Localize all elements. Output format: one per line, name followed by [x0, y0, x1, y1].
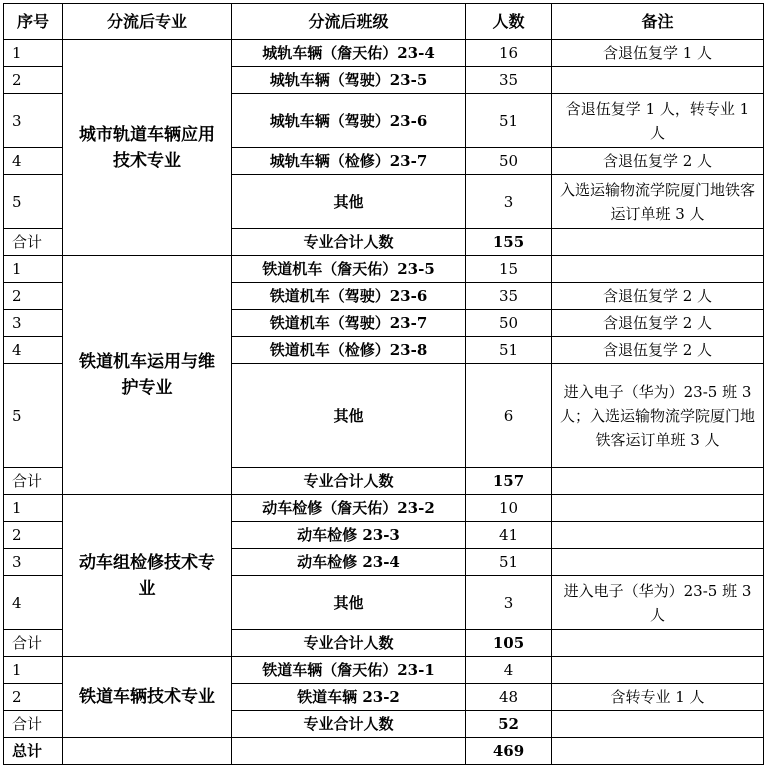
subtotal-count: 155 [466, 229, 552, 256]
row-index: 2 [4, 283, 63, 310]
table-row [4, 256, 764, 283]
total-remark-empty [552, 738, 764, 765]
class-distribution-table [3, 3, 764, 765]
student-count: 51 [466, 337, 552, 364]
subtotal-text: 专业合计人数 [232, 229, 466, 256]
student-count: 3 [466, 175, 552, 229]
remark [552, 657, 764, 684]
subtotal-remark [552, 630, 764, 657]
student-count: 16 [466, 40, 552, 67]
subtotal-count: 157 [466, 468, 552, 495]
remark [552, 522, 764, 549]
total-row [4, 738, 764, 765]
subtotal-label: 合计 [4, 229, 63, 256]
remark [552, 256, 764, 283]
student-count: 50 [466, 310, 552, 337]
student-count: 48 [466, 684, 552, 711]
class-name: 铁道车辆（詹天佑）23-1 [232, 657, 466, 684]
subtotal-label: 合计 [4, 468, 63, 495]
student-count: 15 [466, 256, 552, 283]
remark: 含转专业 1 人 [552, 684, 764, 711]
major-name: 动车组检修技术专业 [63, 495, 232, 657]
student-count: 3 [466, 576, 552, 630]
row-index: 5 [4, 175, 63, 229]
class-name: 铁道机车（检修）23-8 [232, 337, 466, 364]
row-index: 2 [4, 684, 63, 711]
row-index: 2 [4, 67, 63, 94]
remark: 含退伍复学 1 人，转专业 1 人 [552, 94, 764, 148]
total-major-empty [63, 738, 232, 765]
class-name: 城轨车辆（检修）23-7 [232, 148, 466, 175]
student-count: 35 [466, 283, 552, 310]
subtotal-count: 105 [466, 630, 552, 657]
class-name: 城轨车辆（驾驶）23-5 [232, 67, 466, 94]
remark: 进入电子（华为）23-5 班 3 人；入选运输物流学院厦门地铁客运订单班 3 人 [552, 364, 764, 468]
student-count: 51 [466, 94, 552, 148]
class-name: 动车检修 23-4 [232, 549, 466, 576]
header-note: 备注 [552, 4, 764, 40]
total-label: 总计 [4, 738, 63, 765]
class-name: 铁道机车（詹天佑）23-5 [232, 256, 466, 283]
remark: 含退伍复学 2 人 [552, 310, 764, 337]
student-count: 6 [466, 364, 552, 468]
class-name: 铁道车辆 23-2 [232, 684, 466, 711]
remark: 进入电子（华为）23-5 班 3 人 [552, 576, 764, 630]
student-count: 4 [466, 657, 552, 684]
row-index: 2 [4, 522, 63, 549]
class-name: 其他 [232, 364, 466, 468]
row-index: 3 [4, 94, 63, 148]
header-class: 分流后班级 [232, 4, 466, 40]
major-name: 铁道机车运用与维护专业 [63, 256, 232, 495]
class-name: 铁道机车（驾驶）23-7 [232, 310, 466, 337]
subtotal-remark [552, 711, 764, 738]
header-major: 分流后专业 [63, 4, 232, 40]
row-index: 4 [4, 576, 63, 630]
class-name: 城轨车辆（驾驶）23-6 [232, 94, 466, 148]
header-index: 序号 [4, 4, 63, 40]
total-class-empty [232, 738, 466, 765]
remark [552, 495, 764, 522]
subtotal-count: 52 [466, 711, 552, 738]
remark: 含退伍复学 1 人 [552, 40, 764, 67]
remark: 含退伍复学 2 人 [552, 283, 764, 310]
table-row [4, 495, 764, 522]
table-row [4, 657, 764, 684]
row-index: 1 [4, 495, 63, 522]
major-name: 城市轨道车辆应用技术专业 [63, 40, 232, 256]
student-count: 41 [466, 522, 552, 549]
remark [552, 67, 764, 94]
row-index: 4 [4, 148, 63, 175]
class-name: 动车检修（詹天佑）23-2 [232, 495, 466, 522]
subtotal-text: 专业合计人数 [232, 468, 466, 495]
row-index: 3 [4, 310, 63, 337]
student-count: 51 [466, 549, 552, 576]
subtotal-label: 合计 [4, 711, 63, 738]
header-count: 人数 [466, 4, 552, 40]
class-name: 城轨车辆（詹天佑）23-4 [232, 40, 466, 67]
row-index: 4 [4, 337, 63, 364]
subtotal-remark [552, 229, 764, 256]
remark [552, 549, 764, 576]
header-row [4, 4, 764, 40]
remark: 含退伍复学 2 人 [552, 148, 764, 175]
subtotal-text: 专业合计人数 [232, 630, 466, 657]
subtotal-text: 专业合计人数 [232, 711, 466, 738]
row-index: 5 [4, 364, 63, 468]
row-index: 3 [4, 549, 63, 576]
class-name: 其他 [232, 175, 466, 229]
class-name: 其他 [232, 576, 466, 630]
row-index: 1 [4, 40, 63, 67]
student-count: 35 [466, 67, 552, 94]
table-row [4, 40, 764, 67]
remark: 入选运输物流学院厦门地铁客运订单班 3 人 [552, 175, 764, 229]
subtotal-label: 合计 [4, 630, 63, 657]
total-count: 469 [466, 738, 552, 765]
remark: 含退伍复学 2 人 [552, 337, 764, 364]
row-index: 1 [4, 256, 63, 283]
class-name: 动车检修 23-3 [232, 522, 466, 549]
row-index: 1 [4, 657, 63, 684]
student-count: 50 [466, 148, 552, 175]
major-name: 铁道车辆技术专业 [63, 657, 232, 738]
class-name: 铁道机车（驾驶）23-6 [232, 283, 466, 310]
subtotal-remark [552, 468, 764, 495]
student-count: 10 [466, 495, 552, 522]
